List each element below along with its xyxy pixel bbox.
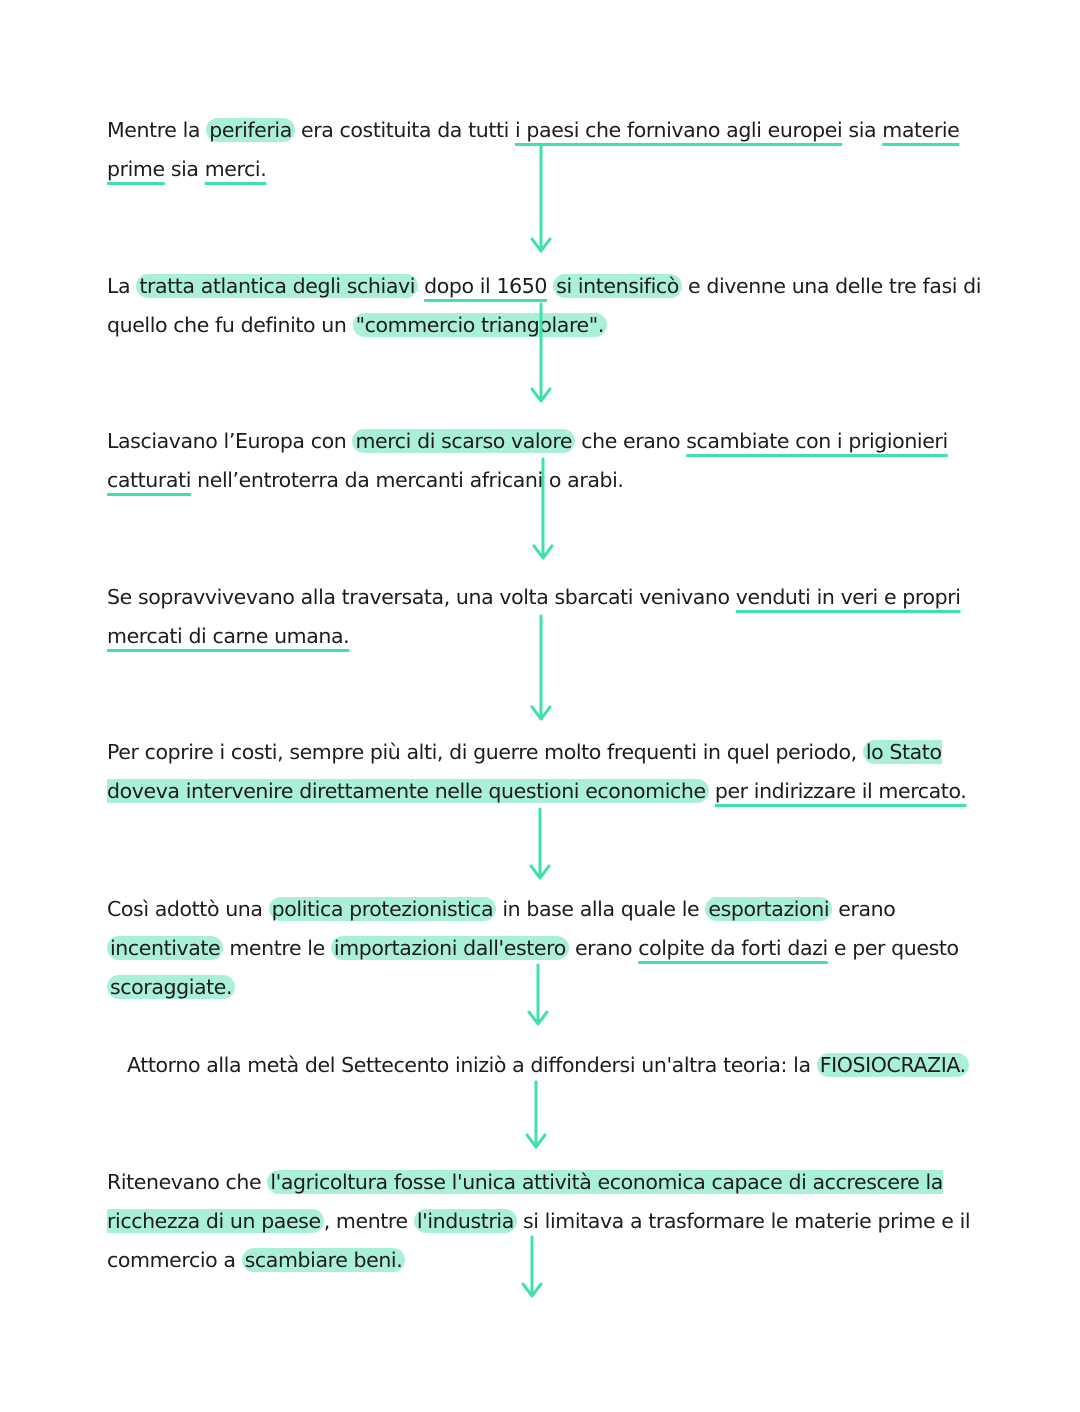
text: nell’entroterra da mercanti africani o arabi. — [191, 468, 624, 492]
arrow-down-icon — [528, 614, 554, 724]
arrow-down-icon — [519, 1235, 545, 1301]
text: in base alla quale le — [496, 897, 706, 921]
text: Ritenevano che — [107, 1170, 268, 1194]
paragraph-fisiocrazia — [127, 1046, 1027, 1085]
text: Così adottò una — [107, 897, 269, 921]
underline-prigionieri: scambiate con i prigionieri catturati — [107, 429, 948, 492]
text: La — [107, 274, 137, 298]
highlight-intensifico: si intensificò — [553, 274, 682, 298]
text: Lasciavano l’Europa con — [107, 429, 353, 453]
underline-mercati-carne-umana: venduti in veri e propri mercati di carne umana. — [107, 585, 961, 648]
underline-paesi: i paesi che fornivano agli europei — [515, 118, 843, 142]
underline-indirizzare-mercato: per indirizzare il mercato. — [714, 779, 967, 803]
underline-materie-prime: materie prime — [107, 118, 960, 181]
text: e divenne una delle tre fasi di quello che fu definito un — [107, 274, 982, 337]
text: era costituita da tutti — [294, 118, 516, 142]
arrow-down-icon — [528, 144, 554, 256]
text: Mentre la — [107, 118, 207, 142]
highlight-importazioni: importazioni dall'estero — [331, 936, 569, 960]
highlight-incentivate: incentivate — [107, 936, 223, 960]
text: , mentre — [323, 1209, 414, 1233]
text: Attorno alla metà del Settecento iniziò a diffondersi un'altra teoria: la — [127, 1053, 817, 1077]
text: erano — [832, 897, 896, 921]
highlight-scoraggiate: scoraggiate. — [107, 975, 235, 999]
highlight-fisiocrazia: FIOSIOCRAZIA. — [817, 1053, 969, 1077]
highlight-agricoltura: l'agricoltura fosse l'unica attività economica capace di accrescere la ricchezza di un paese — [107, 1170, 943, 1233]
highlight-tratta: tratta atlantica degli schiavi — [136, 274, 418, 298]
text: Per coprire i costi, sempre più alti, di guerre molto frequenti in quel periodo, — [107, 740, 863, 764]
arrow-down-icon — [523, 1080, 549, 1152]
arrow-down-icon — [528, 302, 554, 406]
highlight-stato-interviene: lo Stato doveva intervenire direttamente nelle questioni economiche — [107, 740, 942, 803]
highlight-industria: l'industria — [414, 1209, 517, 1233]
text: sia — [842, 118, 883, 142]
text: sia — [164, 157, 205, 181]
underline-1650: dopo il 1650 — [424, 274, 548, 298]
paragraph-agricoltura — [107, 1163, 987, 1280]
highlight-merci-scarso-valore: merci di scarso valore — [352, 429, 575, 453]
highlight-periferia: periferia — [206, 118, 295, 142]
text: mentre le — [223, 936, 331, 960]
highlight-politica-protezionistica: politica protezionistica — [269, 897, 497, 921]
text: erano — [568, 936, 639, 960]
underline-dazi: colpite da forti dazi — [638, 936, 828, 960]
arrow-down-icon — [530, 457, 556, 563]
highlight-scambiare-beni: scambiare beni. — [242, 1248, 406, 1272]
text: che erano — [575, 429, 687, 453]
highlight-commercio-triangolare: "commercio triangolare". — [353, 313, 607, 337]
text: si limitava a trasformare le materie prime e il commercio a — [107, 1209, 971, 1272]
arrow-down-icon — [527, 807, 553, 883]
highlight-esportazioni: esportazioni — [705, 897, 832, 921]
underline-merci: merci. — [204, 157, 267, 181]
text: Se sopravvivevano alla traversata, una volta sbarcati venivano — [107, 585, 736, 609]
paragraph-costi-guerre — [107, 733, 987, 811]
text: e per questo — [827, 936, 959, 960]
arrow-down-icon — [525, 963, 551, 1029]
